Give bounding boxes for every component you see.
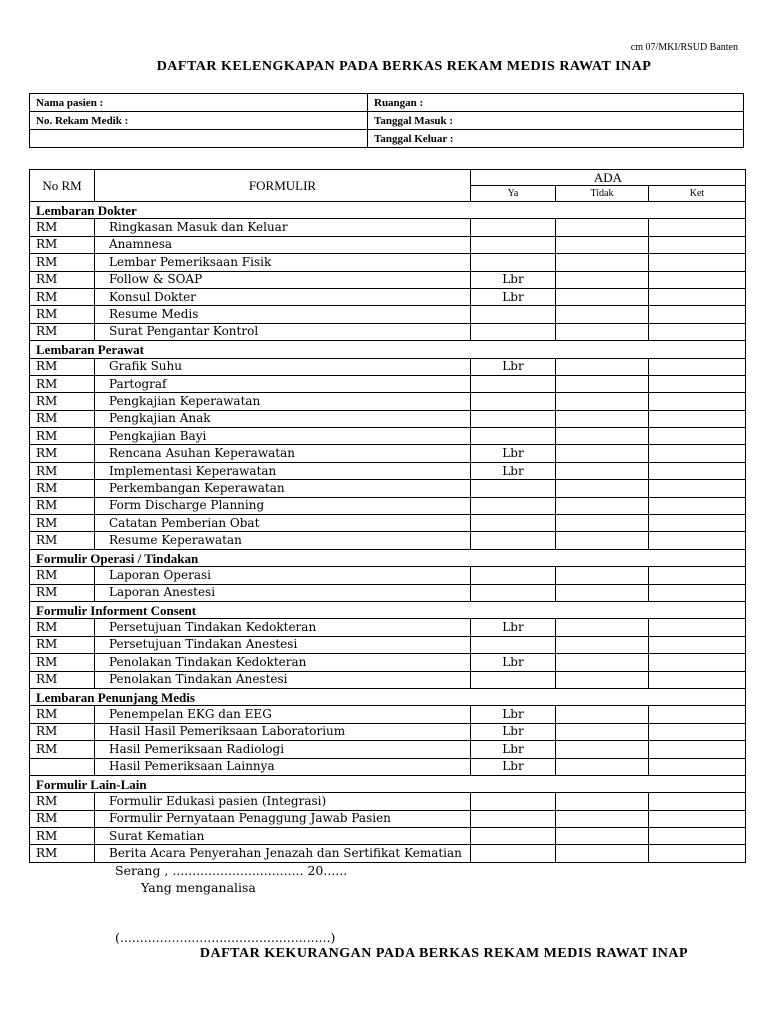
tidak-cell[interactable]: [556, 323, 649, 340]
formulir-cell: Resume Keperawatan: [95, 532, 471, 549]
ket-cell[interactable]: [649, 758, 746, 775]
ya-cell[interactable]: [471, 219, 556, 236]
ket-cell[interactable]: [649, 462, 746, 479]
ket-cell[interactable]: [649, 515, 746, 532]
formulir-cell: Formulir Pernyataan Penaggung Jawab Pasien: [95, 810, 471, 827]
formulir-cell: Anamnesa: [95, 236, 471, 253]
document-title-2: DAFTAR KEKURANGAN PADA BERKAS REKAM MEDIS RAWAT INAP: [199, 946, 689, 961]
checklist-body: [30, 202, 746, 863]
formulir-cell: Surat Pengantar Kontrol: [95, 323, 471, 340]
formulir-cell: Catatan Pemberian Obat: [95, 515, 471, 532]
table-row: [30, 723, 746, 740]
formulir-cell: Konsul Dokter: [95, 288, 471, 305]
table-row: [30, 254, 746, 271]
rm-cell: RM: [30, 219, 95, 236]
formulir-cell: Follow & SOAP: [95, 271, 471, 288]
no-rekam-medik-field[interactable]: No. Rekam Medik :: [30, 112, 368, 130]
ya-cell[interactable]: [471, 532, 556, 549]
ket-cell[interactable]: [649, 567, 746, 584]
ya-cell[interactable]: [471, 810, 556, 827]
table-row: [30, 793, 746, 810]
tidak-cell[interactable]: [556, 810, 649, 827]
section-row: [30, 341, 746, 358]
rm-cell: RM: [30, 515, 95, 532]
ya-cell[interactable]: Lbr: [471, 462, 556, 479]
section-row: [30, 688, 746, 705]
table-row: [30, 584, 746, 601]
table-row: [30, 410, 746, 427]
formulir-cell: Perkembangan Keperawatan: [95, 480, 471, 497]
ya-cell[interactable]: Lbr: [471, 288, 556, 305]
formulir-cell: Ringkasan Masuk dan Keluar: [95, 219, 471, 236]
formulir-cell: Pengkajian Bayi: [95, 428, 471, 445]
ket-cell[interactable]: [649, 480, 746, 497]
rm-cell: RM: [30, 288, 95, 305]
ket-cell[interactable]: [649, 236, 746, 253]
formulir-cell: Laporan Operasi: [95, 567, 471, 584]
formulir-cell: Hasil Pemeriksaan Radiologi: [95, 741, 471, 758]
document-code: cm 07/MKI/RSUD Banten: [630, 42, 738, 53]
rm-cell: RM: [30, 671, 95, 688]
ya-cell[interactable]: Lbr: [471, 445, 556, 462]
header-ket: Ket: [649, 186, 746, 202]
ya-cell[interactable]: Lbr: [471, 758, 556, 775]
table-row: [30, 480, 746, 497]
ya-cell[interactable]: [471, 515, 556, 532]
header-no-rm: No RM: [30, 170, 95, 202]
header-formulir: FORMULIR: [95, 170, 471, 202]
formulir-cell: Lembar Pemeriksaan Fisik: [95, 254, 471, 271]
ya-cell[interactable]: [471, 793, 556, 810]
table-row: [30, 567, 746, 584]
formulir-cell: Implementasi Keperawatan: [95, 462, 471, 479]
rm-cell: RM: [30, 497, 95, 514]
rm-cell: RM: [30, 654, 95, 671]
ket-cell[interactable]: [649, 532, 746, 549]
ya-cell[interactable]: [471, 375, 556, 392]
ket-cell[interactable]: [649, 619, 746, 636]
document-title: DAFTAR KELENGKAPAN PADA BERKAS REKAM MEDIS RAWAT INAP: [156, 59, 652, 74]
table-row: [30, 741, 746, 758]
ket-cell[interactable]: [649, 584, 746, 601]
rm-cell: RM: [30, 358, 95, 375]
formulir-cell: Penolakan Tindakan Anestesi: [95, 671, 471, 688]
ket-cell[interactable]: [649, 428, 746, 445]
rm-cell: RM: [30, 428, 95, 445]
ket-cell[interactable]: [649, 271, 746, 288]
ket-cell[interactable]: [649, 358, 746, 375]
table-row: [30, 497, 746, 514]
table-row: [30, 654, 746, 671]
formulir-cell: Berita Acara Penyerahan Jenazah dan Sertifikat Kematian: [95, 845, 471, 862]
section-row: [30, 202, 746, 219]
ya-cell[interactable]: [471, 393, 556, 410]
rm-cell: RM: [30, 810, 95, 827]
ket-cell[interactable]: [649, 636, 746, 653]
formulir-cell: Hasil Hasil Pemeriksaan Laboratorium: [95, 723, 471, 740]
ya-cell[interactable]: [471, 636, 556, 653]
ya-cell[interactable]: [471, 306, 556, 323]
formulir-cell: Rencana Asuhan Keperawatan: [95, 445, 471, 462]
tidak-cell[interactable]: [556, 236, 649, 253]
ya-cell[interactable]: [471, 428, 556, 445]
table-row: [30, 271, 746, 288]
ket-cell[interactable]: [649, 219, 746, 236]
rm-cell: RM: [30, 462, 95, 479]
ya-cell[interactable]: [471, 567, 556, 584]
table-row: [30, 532, 746, 549]
formulir-cell: Form Discharge Planning: [95, 497, 471, 514]
formulir-cell: Pengkajian Anak: [95, 410, 471, 427]
table-row: [30, 236, 746, 253]
tidak-cell[interactable]: [556, 462, 649, 479]
formulir-cell: Persetujuan Tindakan Anestesi: [95, 636, 471, 653]
ya-cell[interactable]: [471, 480, 556, 497]
table-row: [30, 445, 746, 462]
patient-info-table: [29, 93, 744, 148]
formulir-cell: Laporan Anestesi: [95, 584, 471, 601]
ya-cell[interactable]: [471, 584, 556, 601]
tidak-cell[interactable]: [556, 706, 649, 723]
formulir-cell: Persetujuan Tindakan Kedokteran: [95, 619, 471, 636]
tidak-cell[interactable]: [556, 271, 649, 288]
tanggal-masuk-field[interactable]: Tanggal Masuk :: [368, 112, 744, 130]
table-row: [30, 706, 746, 723]
section-row: [30, 601, 746, 618]
section-label: Lembaran Penunjang Medis: [30, 688, 746, 705]
formulir-cell: Resume Medis: [95, 306, 471, 323]
tidak-cell[interactable]: [556, 532, 649, 549]
tidak-cell[interactable]: [556, 480, 649, 497]
rm-cell: RM: [30, 793, 95, 810]
table-row: [30, 306, 746, 323]
section-label: Formulir Operasi / Tindakan: [30, 549, 746, 566]
table-row: [30, 358, 746, 375]
tidak-cell[interactable]: [556, 375, 649, 392]
tidak-cell[interactable]: [556, 393, 649, 410]
tidak-cell[interactable]: [556, 723, 649, 740]
ket-cell[interactable]: [649, 410, 746, 427]
rm-cell: RM: [30, 706, 95, 723]
formulir-cell: Grafik Suhu: [95, 358, 471, 375]
header-ada: ADA: [471, 170, 746, 186]
ya-cell[interactable]: [471, 828, 556, 845]
rm-cell: RM: [30, 636, 95, 653]
tidak-cell[interactable]: [556, 254, 649, 271]
rm-cell: RM: [30, 619, 95, 636]
formulir-cell: Penolakan Tindakan Kedokteran: [95, 654, 471, 671]
tidak-cell[interactable]: [556, 288, 649, 305]
formulir-cell: Partograf: [95, 375, 471, 392]
rm-cell: RM: [30, 828, 95, 845]
rm-cell: RM: [30, 271, 95, 288]
table-row: [30, 828, 746, 845]
signature-line[interactable]: (.....................................................): [115, 930, 336, 945]
tidak-cell[interactable]: [556, 306, 649, 323]
header-tidak: Tidak: [556, 186, 649, 202]
tidak-cell[interactable]: [556, 758, 649, 775]
table-row: [30, 428, 746, 445]
ya-cell[interactable]: [471, 236, 556, 253]
section-row: [30, 549, 746, 566]
rm-cell: RM: [30, 393, 95, 410]
rm-cell: RM: [30, 375, 95, 392]
rm-cell: RM: [30, 741, 95, 758]
formulir-cell: Formulir Edukasi pasien (Integrasi): [95, 793, 471, 810]
rm-cell: RM: [30, 254, 95, 271]
tidak-cell[interactable]: [556, 671, 649, 688]
table-row: [30, 636, 746, 653]
ya-cell[interactable]: [471, 671, 556, 688]
table-row: [30, 671, 746, 688]
rm-cell: RM: [30, 723, 95, 740]
ket-cell[interactable]: [649, 306, 746, 323]
ket-cell[interactable]: [649, 497, 746, 514]
ya-cell[interactable]: Lbr: [471, 723, 556, 740]
section-row: [30, 775, 746, 792]
tidak-cell[interactable]: [556, 845, 649, 862]
tidak-cell[interactable]: [556, 584, 649, 601]
ya-cell[interactable]: Lbr: [471, 706, 556, 723]
tidak-cell[interactable]: [556, 410, 649, 427]
rm-cell: RM: [30, 584, 95, 601]
table-row: [30, 288, 746, 305]
nama-pasien-field[interactable]: Nama pasien :: [30, 94, 368, 112]
tidak-cell[interactable]: [556, 515, 649, 532]
ya-cell[interactable]: Lbr: [471, 358, 556, 375]
table-row: [30, 323, 746, 340]
rm-cell: [30, 758, 95, 775]
ket-cell[interactable]: [649, 741, 746, 758]
ya-cell[interactable]: Lbr: [471, 619, 556, 636]
ket-cell[interactable]: [649, 793, 746, 810]
ya-cell[interactable]: Lbr: [471, 741, 556, 758]
rm-cell: RM: [30, 480, 95, 497]
ya-cell[interactable]: [471, 254, 556, 271]
ket-cell[interactable]: [649, 654, 746, 671]
ket-cell[interactable]: [649, 254, 746, 271]
table-row: [30, 375, 746, 392]
place-date-line[interactable]: Serang , ................................. 20......: [115, 863, 348, 878]
rm-cell: RM: [30, 445, 95, 462]
rm-cell: RM: [30, 323, 95, 340]
tanggal-keluar-field[interactable]: Tanggal Keluar :: [368, 130, 744, 148]
ket-cell[interactable]: [649, 288, 746, 305]
ya-cell[interactable]: [471, 323, 556, 340]
tidak-cell[interactable]: [556, 654, 649, 671]
formulir-cell: Surat Kematian: [95, 828, 471, 845]
tidak-cell[interactable]: [556, 497, 649, 514]
table-row: [30, 845, 746, 862]
header-ya: Ya: [471, 186, 556, 202]
ya-cell[interactable]: [471, 845, 556, 862]
section-label: Formulir Lain-Lain: [30, 775, 746, 792]
empty-info-cell: [30, 130, 368, 148]
rm-cell: RM: [30, 532, 95, 549]
ket-cell[interactable]: [649, 706, 746, 723]
tidak-cell[interactable]: [556, 828, 649, 845]
tidak-cell[interactable]: [556, 358, 649, 375]
ket-cell[interactable]: [649, 445, 746, 462]
rm-cell: RM: [30, 236, 95, 253]
rm-cell: RM: [30, 845, 95, 862]
tidak-cell[interactable]: [556, 428, 649, 445]
formulir-cell: Pengkajian Keperawatan: [95, 393, 471, 410]
rm-cell: RM: [30, 567, 95, 584]
tidak-cell[interactable]: [556, 793, 649, 810]
table-row: [30, 619, 746, 636]
ket-cell[interactable]: [649, 845, 746, 862]
tidak-cell[interactable]: [556, 567, 649, 584]
rm-cell: RM: [30, 410, 95, 427]
section-label: Lembaran Perawat: [30, 341, 746, 358]
section-label: Lembaran Dokter: [30, 202, 746, 219]
ket-cell[interactable]: [649, 671, 746, 688]
formulir-cell: Hasil Pemeriksaan Lainnya: [95, 758, 471, 775]
ya-cell[interactable]: [471, 410, 556, 427]
ket-cell[interactable]: [649, 828, 746, 845]
ket-cell[interactable]: [649, 810, 746, 827]
ya-cell[interactable]: Lbr: [471, 271, 556, 288]
ket-cell[interactable]: [649, 393, 746, 410]
tidak-cell[interactable]: [556, 741, 649, 758]
section-label: Formulir Informent Consent: [30, 601, 746, 618]
table-row: [30, 462, 746, 479]
tidak-cell[interactable]: [556, 636, 649, 653]
tidak-cell[interactable]: [556, 619, 649, 636]
formulir-cell: Penempelan EKG dan EEG: [95, 706, 471, 723]
ya-cell[interactable]: Lbr: [471, 654, 556, 671]
checklist-table: [29, 169, 746, 863]
rm-cell: RM: [30, 306, 95, 323]
ket-cell[interactable]: [649, 375, 746, 392]
ruangan-field[interactable]: Ruangan :: [368, 94, 744, 112]
table-row: [30, 810, 746, 827]
ya-cell[interactable]: [471, 497, 556, 514]
analyst-label: Yang menganalisa: [141, 880, 256, 895]
table-row: [30, 393, 746, 410]
table-row: [30, 515, 746, 532]
ket-cell[interactable]: [649, 323, 746, 340]
table-row: [30, 758, 746, 775]
ket-cell[interactable]: [649, 723, 746, 740]
tidak-cell[interactable]: [556, 219, 649, 236]
table-row: [30, 219, 746, 236]
tidak-cell[interactable]: [556, 445, 649, 462]
